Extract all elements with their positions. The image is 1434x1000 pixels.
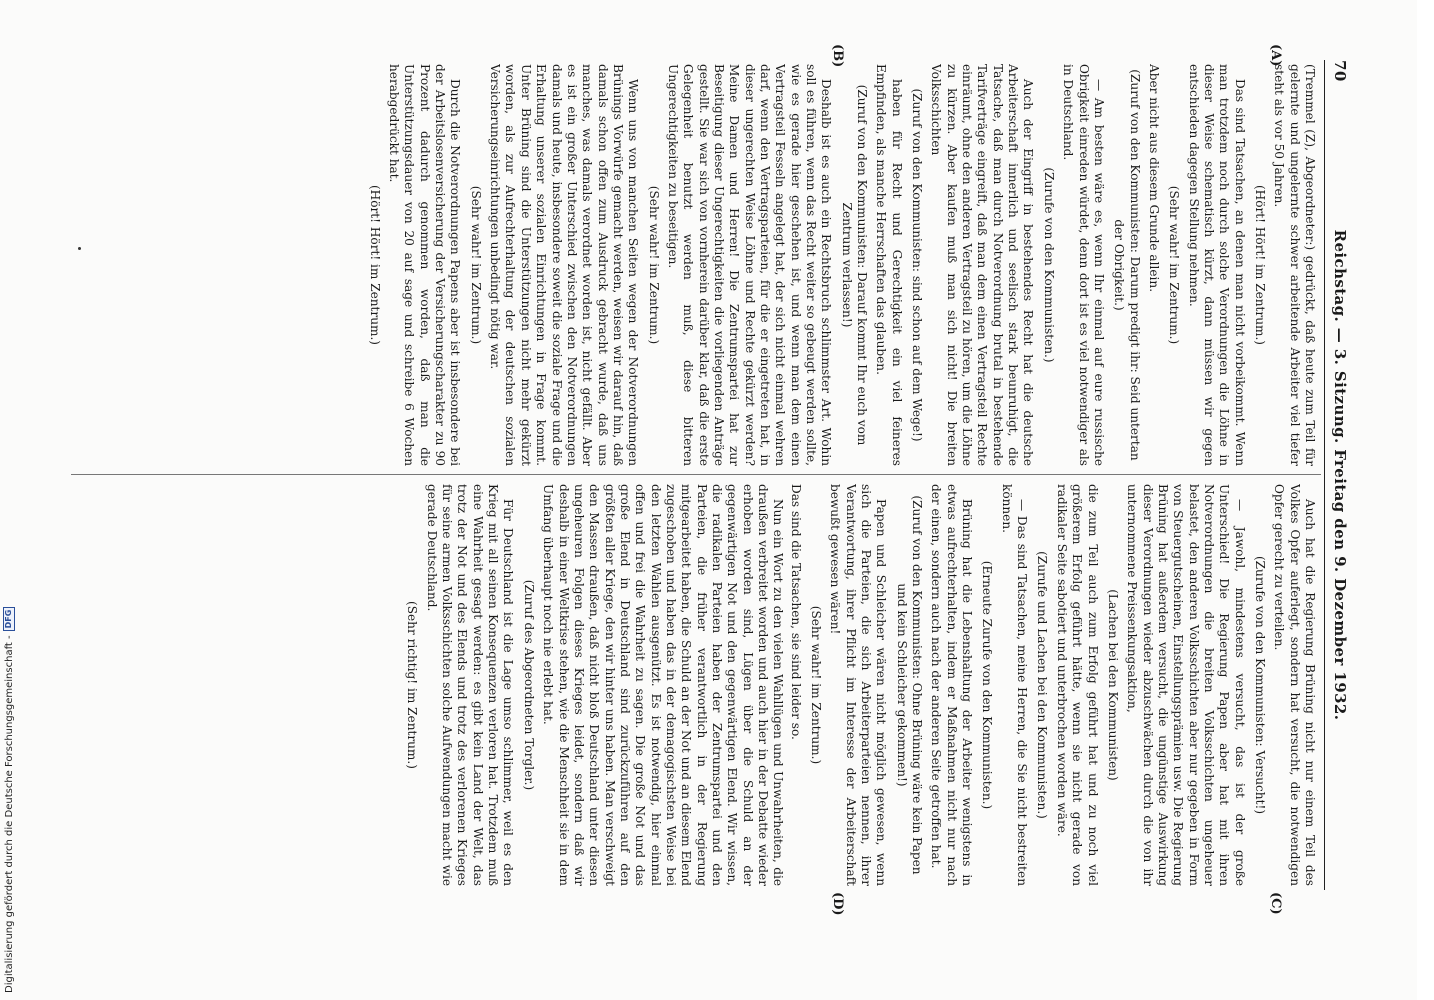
paragraph: Papen und Schleicher wären nicht möglich gewesen, wenn sich die Parteien, die sich Arbeiterparteien nennen, ihrer Verantwortung, ihrer Pflicht im Interesse der Arbeiterschaft bewußt gewesen wären! — [828, 484, 889, 886]
paragraph: Das sind Tatsachen, an denen man nicht vorbeikommt. Wenn man trotzdem noch durch solche Verordnungen die Löhne in dieser Weise schematisch kürzt, dann müssen wir gegen entschieden dagegen Stellung nehmen. — [1186, 64, 1247, 466]
running-head — [1324, 60, 1349, 890]
interjection: (Zuruf des Abgeordneten Torgler.) — [521, 579, 536, 791]
interjection: (Hört! Hört! im Zentrum.) — [1252, 184, 1267, 346]
interjection: (Erneute Zurufe von den Kommunisten.) — [980, 560, 995, 810]
right-column — [72, 484, 1317, 886]
left-column — [72, 64, 1317, 466]
paragraph: Auch hat die Regierung Brüning nicht nur einem Teil des Volkes Opfer auferlegt, sondern hat versucht, die notwendigen Opfer gerecht zu verteilen. — [1272, 484, 1317, 886]
paragraph: — Am besten wäre es, wenn Ihr einmal auf eure russische Obrigkeit einreden würdet, denn dort ist es viel notwendiger als in Deutschland. — [1061, 64, 1106, 466]
interjection: (Sehr richtig! im Zentrum.) — [405, 601, 420, 769]
paragraph: — Jawohl, mindestens versucht, das ist der große Unterschied! Die Regierung Papen aber hat mit ihren Notverordnungen die breiten Volksschichten ungeheuer belastet, den anderen Volksschichten aber nur gegeben in Form von Steuergutscheinen, Einstellungsprämien usw. Die Regierung Brüning hat außerdem versucht, die ungünstige Auswirkung dieser Verordnungen wieder abzuschwächen durch die von ihr unternommene Preissenkungsaktion, — [1125, 484, 1247, 886]
paragraph: Nun ein Wort zu den vielen Wahllügen und Unwahrheiten, die draußen verbreitet worden und auch hier in der Debatte wieder erhoben worden sind, Lügen über die Schuld an der gegenwärtigen Not und den gegenwärtigen Elend. Wir wissen, die radikalen Parteien haben der Zentrumspartei und den Parteien, die früher verantwortlich in der Regierung mitgearbeitet haben, die Schuld an der Not und an diesem Elend zugeschoben und haben das in der demagogischsten Weise bei den letzten Wahlen ausgenützt. Es ist notwendig, hier einmal offen und frei die Wahrheit zu sagen. Die große Not und das große Elend in Deutschland sind zurückzuführen auf den größten aller Kriege, den wir hinter uns haben. Man verschweigt den Massen draußen, daß nicht bloß Deutschland unter diesen ungeheuren Folgen dieses Krieges leidet, sondern daß wir deshalb in einer Weltkrise stehen, wie die Menschheit sie in dem Umfang überhaupt noch nie erlebt hat. — [541, 484, 786, 886]
paragraph: Durch die Notverordnungen Papens aber ist insbesondere bei der Arbeitslosenversicherung der Versicherungscharakter zu 90 Prozent dadurch genommen worden, daß man die Unterstützungsdauer von 20 auf sage und schreibe 6 Wochen herabgedrückt hat. — [387, 64, 463, 466]
interjection: (Zurufe von den Kommunisten: Versucht!) — [1252, 555, 1267, 815]
margin-mark-a: (A) — [1268, 44, 1283, 67]
interjection: (Zuruf von den Kommunisten: sind schon auf dem Wege!) — [910, 88, 925, 442]
margin-mark-c: (C) — [1268, 892, 1283, 915]
paragraph: haben für Recht und Gerechtigkeit ein viel feineres Empfinden, als manche Herrschaften das glauben. — [874, 64, 904, 466]
dfg-logo: DFG — [3, 607, 15, 632]
page-number: 70 — [1331, 60, 1349, 82]
paragraph: Wenn uns von manchen Seiten wegen der Notverordnungen Brünings Vorwürfe gemacht werden, weisen wir darauf hin, daß damals schon offen zum Ausdruck gebracht wurde, daß uns manches, was damals verordnet worden ist, nicht gefällt. Aber es ist ein großer Unterschied zwischen den Notverordnungen damals und heute, insbesondere soweit die soziale Frage und die Erhaltung unserer sozialen Einrichtungen in Frage kommt. Unter Brüning sind die Unterstützungen nicht mehr gekürzt worden, als zur Aufrechterhaltung der deutschen sozialen Versicherungseinrichtungen unbedingt nötig war. — [488, 64, 641, 466]
paragraph: die zum Teil auch zum Erfolg geführt hat und zu noch viel größerem Erfolg geführt hätte, wenn sie nicht gerade von radikaler Seite sabotiert und unterbrochen worden wäre. — [1054, 484, 1100, 886]
interjection: (Sehr wahr! im Zentrum.) — [1167, 185, 1182, 345]
interjection: (Zuruf von den Kommunisten: Darauf kommt Ihr euch vom Zentrum verlassen!) — [839, 84, 870, 446]
interjection: (Lachen bei den Kommunisten) — [1105, 589, 1120, 781]
interjection: (Hört! Hört! im Zentrum.) — [367, 184, 382, 346]
margin-mark-b: (B) — [830, 44, 845, 68]
paragraph: Brüning hat die Lebenshaltung der Arbeiter wenigstens in etwas aufrechterhalten, indem er Maßnahmen nicht nur nach der einen, sondern auch nach der anderen Seite getroffen hat. — [929, 484, 975, 886]
paragraph: Auch der Eingriff in bestehendes Recht hat die deutsche Arbeiterschaft innerlich und seelisch stark beunruhigt, die Tatsache, daß man durch Notverordnung brutal in bestehende Tarifverträge eingreift, daß man dem einen Vertragsteil Rechte einräumt, ohne den anderen Vertragsteil zu hören, um die Löhne zu kürzen. Aber kaufen muß man sich nicht! Die breiten Volksschichten — [929, 64, 1036, 466]
scan-speck — [78, 247, 81, 250]
paragraph: Aber nicht aus diesem Grunde allein. — [1146, 64, 1161, 293]
credit-text: Digitalisierung gefördert durch die Deutsche Forschungsgemeinschaft - — [3, 635, 15, 993]
interjection: (Zuruf von den Kommunisten: Ohne Brüning wäre kein Papen und kein Schleicher gekommen!) — [894, 495, 925, 875]
interjection: (Sehr wahr! im Zentrum.) — [809, 605, 824, 765]
interjection: (Zuruf von den Kommunisten: Darum predigt ihr: Seid untertan der Obrigkeit.) — [1112, 69, 1142, 461]
paragraph: Deshalb ist es auch ein Rechtsbruch schlimmster Art. Wohin soll es führen, wenn das Recht weiter so gebeugt werden sollte, wie es gerade hier geschehen ist, und wenn man dem einen Vertragsteil Fesseln angelegt hat, der sich nicht einmal wehren darf, wenn den Vertragsparteien, für die er eingetreten hat, in dieser ungerechten Weise Löhne und Rechte gekürzt werden? Meine Damen und Herren! Die Zentrumspartei hat zur Beseitigung dieser Ungerechtigkeiten die vorliegenden Anträge gestellt. Sie war sich von vornherein darüber klar, daß die erste Gelegenheit benutzt werden muß, diese bitteren Ungerechtigkeiten zu beseitigen. — [665, 64, 834, 466]
paragraph: Für Deutschland ist die Lage umso schlimmer, weil es den Krieg mit all seinen Konsequenzen verloren hat. Trotzdem muß eine Wahrheit gesagt werden: es gibt kein Land der Welt, das trotz der Not und des Elends und trotz des verlorenen Krieges für seine armen Volksschichten solche Aufwendungen macht wie gerade Deutschland. — [424, 484, 516, 886]
paragraph: — Das sind Tatsachen, meine Herren, die Sie nicht bestreiten können. — [999, 484, 1030, 886]
interjection: (Sehr wahr! im Zentrum.) — [468, 185, 483, 345]
paragraph: (Tremmel (Z), Abgeordneter:) gedrückt, daß heute zum Teil für gelernte und ungelernte schwer arbeitende Arbeiter viel tiefer steht als vor 50 Jahren. — [1272, 64, 1317, 466]
interjection: (Sehr wahr! im Zentrum.) — [646, 185, 661, 345]
margin-mark-d: (D) — [830, 892, 845, 916]
page-title: Reichstag. — 3. Sitzung. Freitag den 9. Dezember 1932. — [1331, 229, 1349, 721]
interjection: (Zurufe von den Kommunisten.) — [1041, 167, 1056, 363]
column-divider — [71, 474, 1321, 475]
interjection: (Zurufe und Lachen bei den Kommunisten.) — [1035, 551, 1050, 819]
digitization-credit — [3, 607, 15, 993]
paragraph: Das sind die Tatsachen, sie sind leider so. — [788, 484, 803, 740]
